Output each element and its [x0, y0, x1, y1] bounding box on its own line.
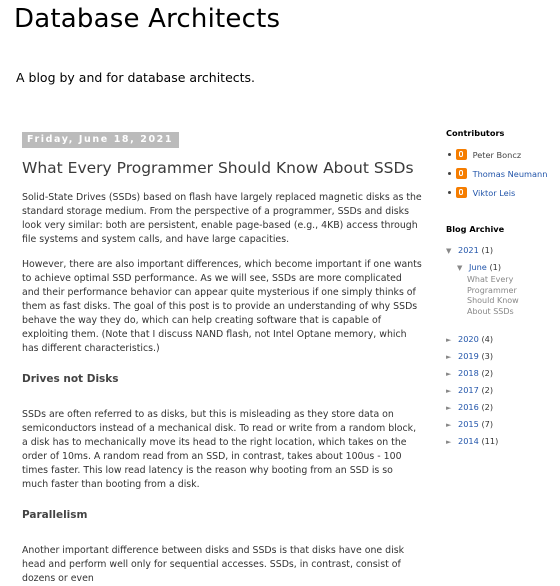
- section-heading: Parallelism: [22, 509, 88, 521]
- archive-count: (2): [481, 385, 494, 395]
- bullet-icon: [448, 172, 451, 175]
- bullet-icon: [448, 153, 451, 156]
- post-paragraph: However, there are also important differences, which become important if one wants to achieve optimal SSD performance. As we will see, SSDs are more complicated and their performance behavior can appear quite mysterious if one simply thinks of them as fast disks. The goal of this post is to provide an understanding of why SSDs behave the way they do, which can help creating software that is capable of exploiting them. (Note that I discuss NAND flash, not Intel Optane memory, which has different characteristics.): [22, 259, 422, 354]
- archive-year-link[interactable]: 2017: [458, 385, 479, 395]
- blog-description: A blog by and for database architects.: [16, 70, 256, 85]
- archive-year-row[interactable]: [446, 400, 560, 417]
- archive-post-link[interactable]: What Every Programmer Should Know About SSDs: [467, 275, 519, 316]
- contributor-link[interactable]: Thomas Neumann: [472, 169, 548, 179]
- archive-count: (4): [481, 334, 494, 344]
- archive-year-link[interactable]: 2015: [458, 419, 479, 429]
- contributor-item[interactable]: [446, 167, 560, 186]
- collapse-toggle-icon[interactable]: ►: [446, 353, 452, 361]
- archive-count: (1): [489, 262, 502, 272]
- archive-year-link[interactable]: 2020: [458, 334, 479, 344]
- archive-year-row[interactable]: [446, 349, 560, 366]
- collapse-toggle-icon[interactable]: ►: [446, 404, 452, 412]
- archive-year-row[interactable]: [446, 417, 560, 434]
- archive-year-link[interactable]: 2019: [458, 351, 479, 361]
- contributors-list: [446, 148, 560, 205]
- post-paragraph: Solid-State Drives (SSDs) based on flash have largely replaced magnetic disks as the standard storage medium. From the perspective of a programmer, SSDs and disks look very similar: both are persistent, enable page-based (e.g., 4KB) access through file systems and system calls, and have large capacities.: [22, 192, 422, 245]
- archive-count: (1): [481, 245, 494, 255]
- post-paragraph: Another important difference between disks and SSDs is that disks have one disk head and perform well only for sequential accesses. SSDs, in contrast, consist of dozens or even: [22, 545, 405, 584]
- archive-year-2021[interactable]: [446, 243, 560, 260]
- archive-year-row[interactable]: [446, 366, 560, 383]
- archive-year-link[interactable]: 2018: [458, 368, 479, 378]
- blog-archive: [446, 243, 560, 451]
- archive-year-row[interactable]: [446, 434, 560, 451]
- collapse-toggle-icon[interactable]: ►: [446, 421, 452, 429]
- archive-month-june[interactable]: [446, 260, 560, 277]
- archive-year-link[interactable]: 2014: [458, 436, 479, 446]
- collapse-toggle-icon[interactable]: ►: [446, 336, 452, 344]
- expand-toggle-icon[interactable]: ▼: [446, 247, 452, 255]
- archive-count: (3): [481, 351, 494, 361]
- archive-count: (2): [481, 368, 494, 378]
- contributors-title: Contributors: [446, 128, 505, 138]
- archive-year-link[interactable]: 2021: [458, 245, 479, 255]
- archive-count: (2): [481, 402, 494, 412]
- blog-title[interactable]: Database Architects: [14, 4, 281, 34]
- archive-count: (11): [481, 436, 499, 446]
- section-heading: Drives not Disks: [22, 373, 119, 385]
- collapse-toggle-icon[interactable]: ►: [446, 387, 452, 395]
- collapse-toggle-icon[interactable]: ►: [446, 370, 452, 378]
- collapse-toggle-icon[interactable]: ►: [446, 438, 452, 446]
- archive-month-link[interactable]: June: [469, 262, 487, 272]
- archive-year-row[interactable]: [446, 383, 560, 400]
- archive-title: Blog Archive: [446, 224, 505, 234]
- post-date: Friday, June 18, 2021: [22, 132, 179, 148]
- contributor-link[interactable]: Peter Boncz: [472, 150, 522, 160]
- archive-year-link[interactable]: 2016: [458, 402, 479, 412]
- blogger-icon: [456, 168, 467, 179]
- archive-year-row[interactable]: [446, 332, 560, 349]
- contributor-link[interactable]: Viktor Leis: [472, 188, 516, 198]
- contributor-item[interactable]: [446, 148, 560, 167]
- blogger-icon: [456, 187, 467, 198]
- bullet-icon: [448, 191, 451, 194]
- archive-count: (7): [481, 419, 494, 429]
- post-paragraph: SSDs are often referred to as disks, but this is misleading as they store data on semiconductors instead of a mechanical disk. To read or write from a random block, a disk has to mechanically move its head to the right location, which takes on the order of 10ms. A random read from an SSD, in contrast, takes about 100us - 100 times faster. This low read latency is the reason why booting from an SSD is so much faster than booting from a disk.: [22, 409, 417, 490]
- blogger-icon: [456, 149, 467, 160]
- sidebar: [446, 128, 560, 451]
- post-main: [22, 127, 422, 586]
- expand-toggle-icon[interactable]: ▼: [457, 264, 463, 272]
- post-title[interactable]: What Every Programmer Should Know About SSDs: [22, 159, 414, 177]
- post-body: [22, 191, 422, 586]
- contributor-item[interactable]: [446, 186, 560, 205]
